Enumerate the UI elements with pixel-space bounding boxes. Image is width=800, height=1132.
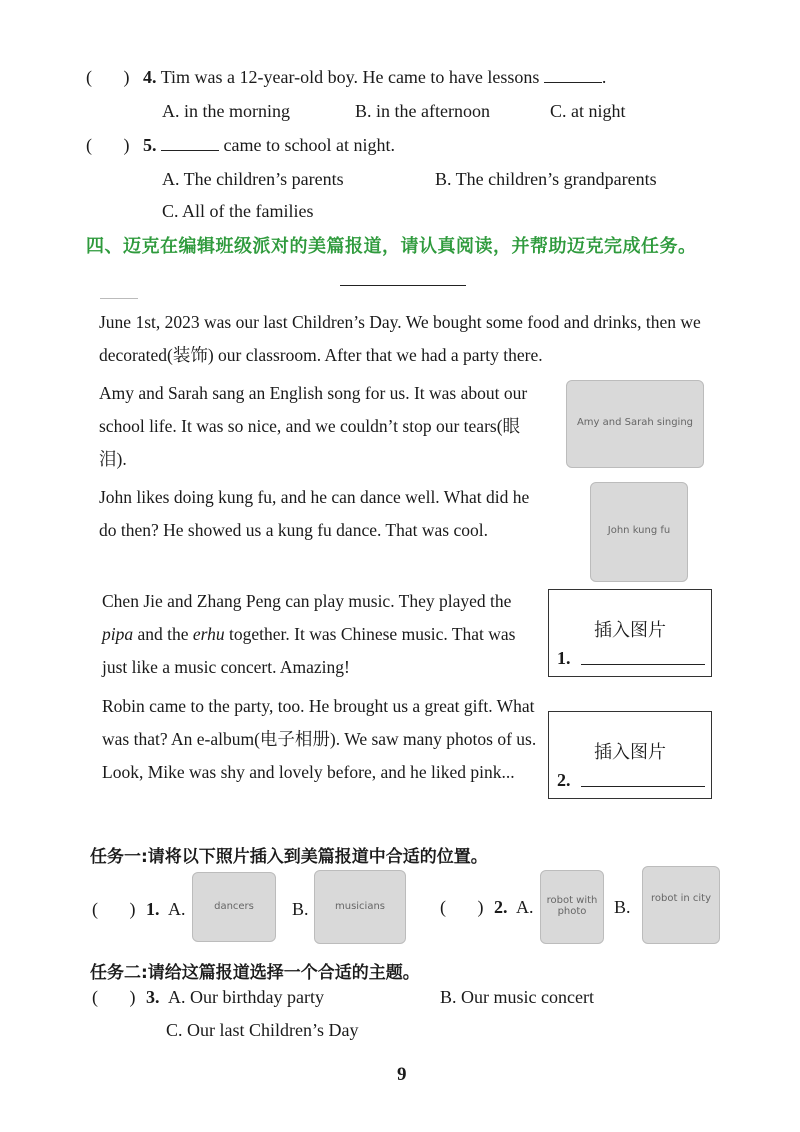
dancers-photo[interactable] [192,872,276,942]
section-heading: 四、迈克在编辑班级派对的美篇报道，请认真阅读，并帮助迈克完成任务。 [86,236,697,257]
paragraph-text: and the [133,624,193,644]
option-a[interactable]: A. [168,899,186,919]
page-number: 9 [397,1064,407,1085]
task-1-label: 任务一:请将以下照片插入到美篇报道中合适的位置。 [90,847,488,867]
answer-blank[interactable] [544,66,602,83]
insert-picture-title: 插入图片 [594,620,666,641]
answer-paren-task1-q2[interactable]: ( ) [440,897,484,917]
insert-picture-box-2[interactable] [548,711,712,799]
option-a[interactable]: A. The children’s parents [162,169,344,189]
option-c[interactable]: C. All of the families [162,201,314,221]
answer-paren-task1-q1[interactable]: ( ) [92,899,136,919]
option-a[interactable]: A. [516,897,534,917]
instrument-name: erhu [192,624,225,644]
figure-caption: musicians [334,901,386,912]
answer-paren-q4[interactable]: ( ) [86,67,130,87]
article-paragraph-4 [102,585,540,684]
article-paragraph-1: June 1st, 2023 was our last Children’s Day. We bought some food and drinks, then we decorated(装饰) our classroom. After that we had a party there. [99,312,701,365]
figure-caption: Amy and Sarah singing [576,417,694,428]
option-b[interactable]: B. Our music concert [440,987,594,1007]
option-b[interactable]: B. [614,897,631,917]
task-2-label: 任务二:请给这篇报道选择一个合适的主题。 [90,963,420,983]
answer-blank[interactable] [581,664,705,665]
figure-caption: robot with photo [546,895,598,917]
question-text: came to school at night. [223,135,395,155]
question-4-stem [143,66,606,88]
option-a[interactable]: A. Our birthday party [168,987,324,1007]
answer-paren-q5[interactable]: ( ) [86,135,130,155]
divider [100,298,138,299]
insert-number: 2. [557,770,571,790]
article-paragraph-2: Amy and Sarah sang an English song for us. It was about our school life. It was so nice, and we couldn’t stop our tears(眼泪). [99,383,528,469]
option-b[interactable]: B. The children’s grandparents [435,169,657,189]
robot-city-photo[interactable] [642,866,720,944]
kungfu-boy-illustration [590,482,688,582]
question-end: . [601,67,607,87]
question-number: 5. [143,135,157,155]
option-b[interactable]: B. [292,899,309,919]
option-b[interactable]: B. in the afternoon [355,101,490,121]
question-text: Tim was a 12-year-old boy. He came to have lessons [160,67,540,87]
answer-blank[interactable] [161,134,219,151]
robot-photo[interactable] [540,870,604,944]
question-number: 1. [146,899,160,919]
paragraph-text: Chen Jie and Zhang Peng can play music. They played the [102,591,512,611]
question-number: 3. [146,987,160,1007]
question-5-stem [143,134,395,156]
option-c[interactable]: C. Our last Children’s Day [166,1020,359,1040]
answer-paren-task2-q3[interactable]: ( ) [92,987,136,1007]
musicians-photo[interactable] [314,870,406,944]
insert-number: 1. [557,648,571,668]
question-number: 4. [143,67,157,87]
insert-picture-title: 插入图片 [594,742,666,763]
instrument-name: pipa [102,624,134,644]
insert-picture-box-1[interactable] [548,589,712,677]
figure-caption: dancers [214,901,254,912]
paragraph-text: together. It was Chinese music. That was just like a music concert. Amazing! [102,624,516,677]
answer-blank[interactable] [581,786,705,787]
question-number: 2. [494,897,508,917]
article-paragraph-3: John likes doing kung fu, and he can dance well. What did he do then? He showed us a kung fu dance. That was cool. [99,487,530,540]
girls-singing-illustration [566,380,704,468]
option-c[interactable]: C. at night [550,101,626,121]
option-a[interactable]: A. in the morning [162,101,290,121]
article-paragraph-5: Robin came to the party, too. He brought us a great gift. What was that? An e-album(电子相册). We saw many photos of us. Look, Mike was shy and lovely before, and he liked pink... [102,696,537,782]
title-blank-line[interactable] [340,285,466,286]
figure-caption: John kung fu [607,525,671,536]
figure-caption: robot in city [651,893,711,904]
